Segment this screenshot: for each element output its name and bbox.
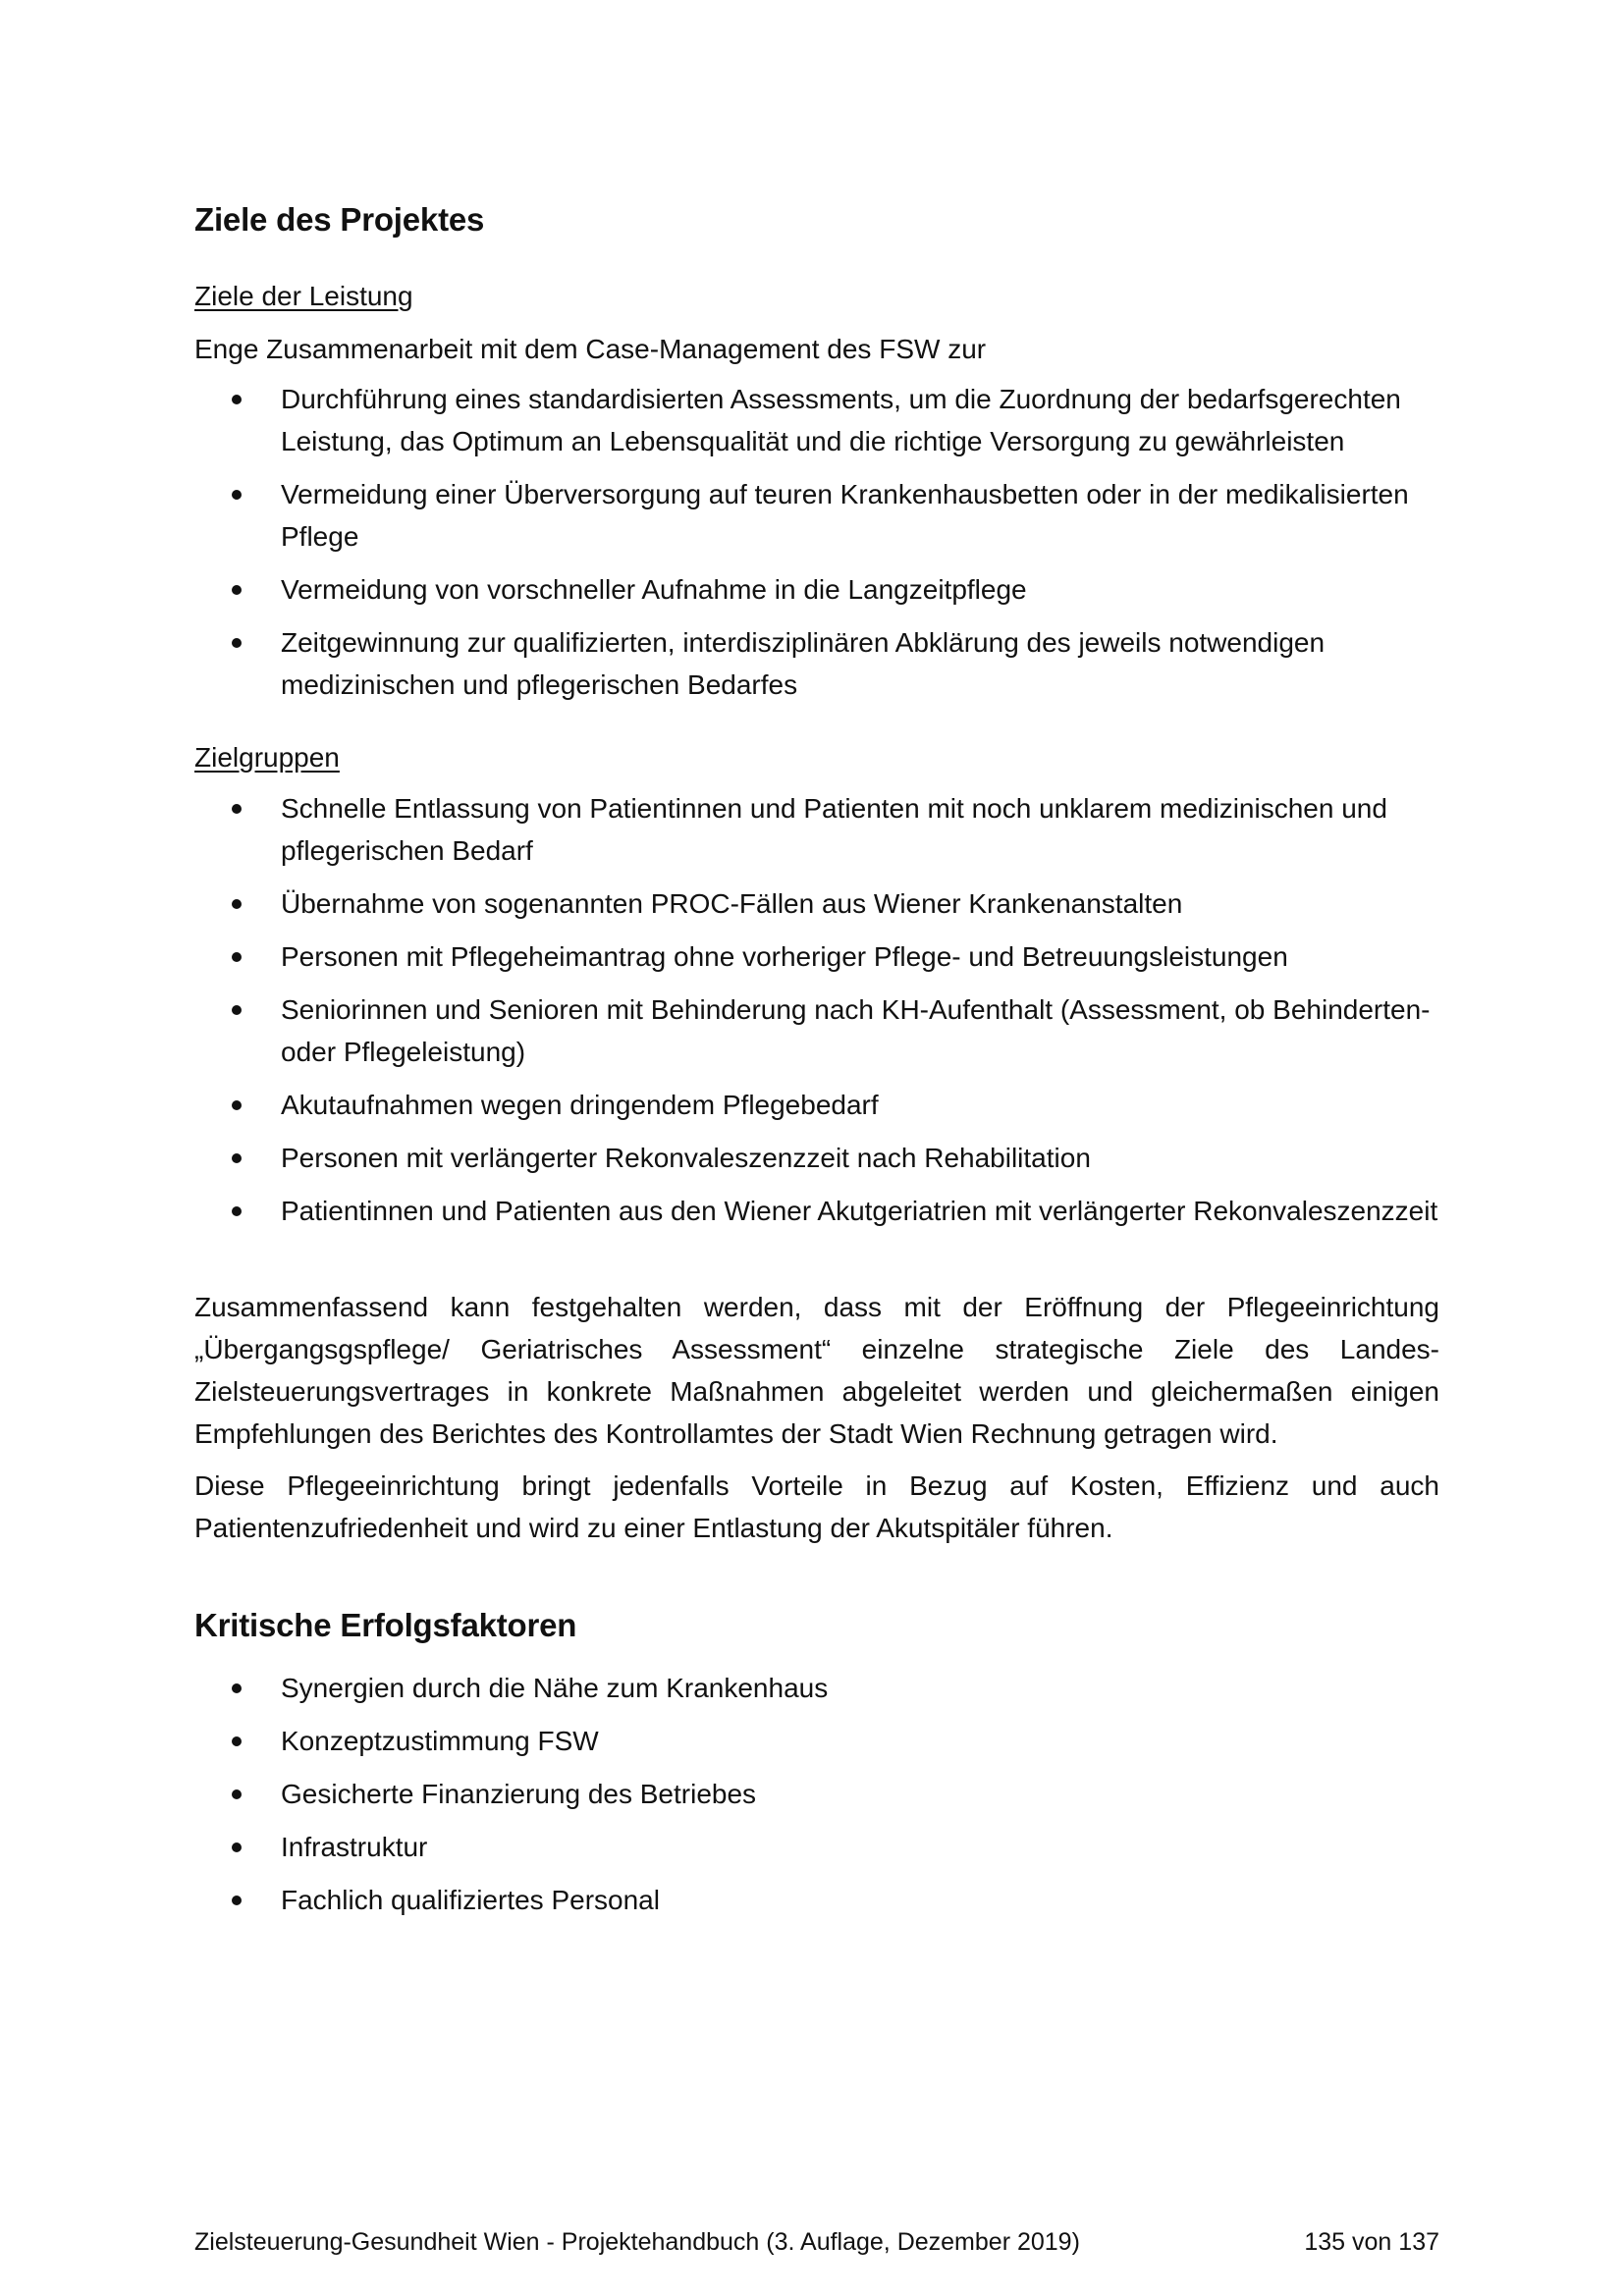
bullet-icon (232, 1153, 242, 1163)
list-item: Fachlich qualifiziertes Personal (194, 1879, 1439, 1921)
list-item: Konzeptzustimmung FSW (194, 1720, 1439, 1762)
summary-paragraph: Diese Pflegeeinrichtung bringt jedenfalls Vorteile in Bezug auf Kosten, Effizienz und auch Patientenzufriedenheit und wird zu einer Entlastung der Akutspitäler führen. (194, 1470, 1439, 1543)
list-item: Seniorinnen und Senioren mit Behinderung nach KH-Aufenthalt (Assessment, ob Behinderten- oder Pflegeleistung) (194, 988, 1439, 1073)
list-item: Vermeidung einer Überversorgung auf teuren Krankenhausbetten oder in der medikalisierten Pflege (194, 473, 1439, 558)
bullet-icon (232, 1789, 242, 1799)
page-footer (194, 2224, 1439, 2260)
subheading-zielgruppen: Zielgruppen (194, 742, 340, 773)
bullet-icon (232, 1206, 242, 1216)
bullet-icon (232, 1683, 242, 1693)
list-item: Vermeidung von vorschneller Aufnahme in die Langzeitpflege (194, 568, 1439, 611)
footer-document-title: Zielsteuerung-Gesundheit Wien - Projektehandbuch (3. Auflage, Dezember 2019) (194, 2228, 1080, 2256)
bullet-icon (232, 395, 242, 404)
section-title-erfolgsfaktoren: Kritische Erfolgsfaktoren (194, 1607, 577, 1643)
list-item: Akutaufnahmen wegen dringendem Pflegebedarf (194, 1084, 1439, 1126)
erfolgsfaktoren-list (194, 1667, 1439, 1921)
intro-paragraph: Enge Zusammenarbeit mit dem Case-Management des FSW zur (194, 334, 987, 364)
bullet-icon (232, 1842, 242, 1852)
page-content (194, 196, 1439, 1932)
summary-paragraph: Zusammenfassend kann festgehalten werden, dass mit der Eröffnung der Pflegeeinrichtung „Übergangsgspflege/ Geriatrisches Assessment“ einzelne strategische Ziele des Landes-Zielsteuerungsvertrages in konkrete Maßnahmen abgeleitet werden und gleichermaßen einigen Empfehlungen des Berichtes des Kontrollamtes der Stadt Wien Rechnung getragen wird. (194, 1292, 1439, 1449)
bullet-icon (232, 1736, 242, 1746)
bullet-icon (232, 490, 242, 500)
bullet-icon (232, 1100, 242, 1110)
bullet-icon (232, 899, 242, 909)
list-item: Gesicherte Finanzierung des Betriebes (194, 1773, 1439, 1815)
subheading-ziele-der-leistung: Ziele der Leistung (194, 281, 413, 311)
footer-page-number: 135 von 137 (1304, 2228, 1439, 2256)
bullet-icon (232, 585, 242, 595)
list-item: Übernahme von sogenannten PROC-Fällen aus Wiener Krankenanstalten (194, 882, 1439, 925)
bullet-icon (232, 638, 242, 648)
list-item: Schnelle Entlassung von Patientinnen und Patienten mit noch unklarem medizinischen und pflegerischen Bedarf (194, 787, 1439, 872)
list-item: Synergien durch die Nähe zum Krankenhaus (194, 1667, 1439, 1709)
zielgruppen-list (194, 787, 1439, 1232)
list-item: Durchführung eines standardisierten Assessments, um die Zuordnung der bedarfsgerechten Leistung, das Optimum an Lebensqualität und die richtige Versorgung zu gewährleisten (194, 378, 1439, 462)
list-item: Personen mit Pflegeheimantrag ohne vorheriger Pflege- und Betreuungsleistungen (194, 935, 1439, 978)
list-item: Infrastruktur (194, 1826, 1439, 1868)
bullet-icon (232, 1005, 242, 1015)
section-title-ziele: Ziele des Projektes (194, 201, 485, 238)
list-item: Patientinnen und Patienten aus den Wiener Akutgeriatrien mit verlängerter Rekonvaleszenzzeit (194, 1190, 1439, 1232)
list-item: Zeitgewinnung zur qualifizierten, interdisziplinären Abklärung des jeweils notwendigen medizinischen und pflegerischen Bedarfes (194, 621, 1439, 706)
bullet-icon (232, 1896, 242, 1905)
bullet-icon (232, 804, 242, 814)
ziele-list (194, 378, 1439, 706)
list-item: Personen mit verlängerter Rekonvaleszenzzeit nach Rehabilitation (194, 1137, 1439, 1179)
bullet-icon (232, 952, 242, 962)
